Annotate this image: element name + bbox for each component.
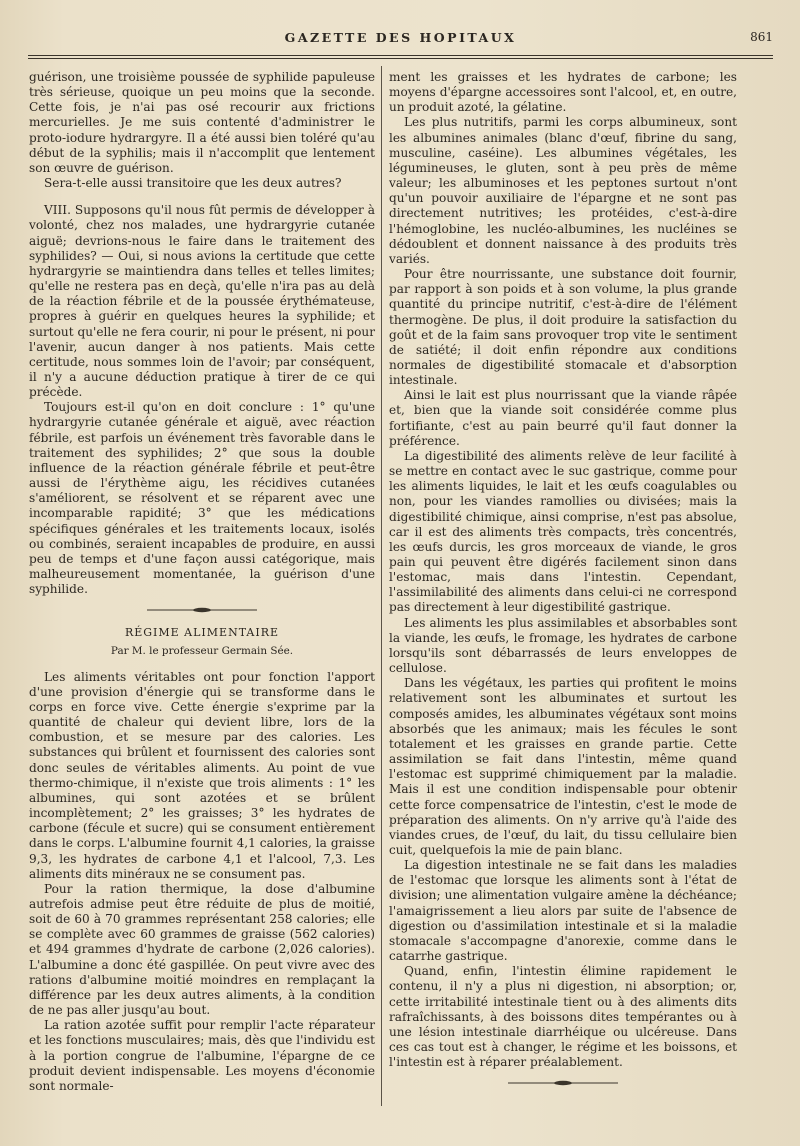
paragraph: Toujours est-il qu'on en doit conclure : 1° qu'une hydrargyrie cutanée générale et aiguë, avec réaction fébrile, est parfois un événement très favorable dans le traitement des syphilides; 2° que sous la double influence de la réaction générale fébrile et peut-être aussi de l'érythème aigu, les récidives cutanées s'améliorent, se résolvent et se réparent avec une incomparable rapidité; 3° que les médications spécifiques générales et les traitements locaux, isolés ou combinés, seraient incapables de produire, en aussi peu de temps et d'une façon aussi catégorique, mais malheureusement momentanée, la guérison d'une syphilide.: [29, 400, 375, 597]
paragraph: Pour la ration thermique, la dose d'albumine autrefois admise peut être réduite de plus de moitié, soit de 60 à 70 grammes représentant 258 calories; elle se complète avec 60 grammes de graisse (562 calories) et 494 grammes d'hydrate de carbone (2,026 calories). L'albumine a donc été gaspillée. On peut vivre avec des rations d'albumine moitié moindres en remplaçant la différence par les deux autres aliments, à la condition de ne pas aller jusqu'au bout.: [29, 881, 375, 1018]
header-rule-thick: [28, 55, 773, 56]
paragraph: Sera-t-elle aussi transitoire que les deux autres?: [44, 176, 342, 191]
left-column: [29, 70, 375, 1094]
paragraph: ment les graisses et les hydrates de carbone; les moyens d'épargne accessoires sont l'alcool, et, en outre, un produit azoté, la gélatine.: [389, 70, 737, 115]
paragraph: Ainsi le lait est plus nourrissant que la viande râpée et, bien que la viande soit considérée comme plus fortifiante, c'est au pain beurré qu'il faut donner la préférence.: [389, 388, 737, 448]
header-rule-thin: [28, 58, 773, 59]
column-divider: [381, 66, 382, 1106]
page-number: 861: [750, 30, 773, 44]
running-header: [28, 30, 773, 52]
paragraph: Dans les végétaux, les parties qui profitent le moins relativement sont les albuminates et surtout les composés amides, les albuminates végétaux sont moins absorbés que les animaux; mais les fécules le sont totalement et les graisses en grande partie. Cette assimilation se fait dans l'intestin, même quand l'estomac est supprimé chimiquement par la maladie. Mais il est une condition indispensable pour obtenir cette force compensatrice de l'intestin, c'est le mode de préparation des aliments. On n'y arrive qu'à l'aide des viandes crues, de l'œuf, du lait, du tissu cellulaire bien cuit, quelquefois la mie de pain blanc.: [389, 676, 737, 857]
paragraph: Pour être nourrissante, une substance doit fournir, par rapport à son poids et à son volume, la plus grande quantité du principe nutritif, c'est-à-dire de l'élément thermogène. De plus, il doit produire la satisfaction du goût et de la faim sans provoquer trop vite le sentiment de satiété; il doit enfin répondre aux conditions normales de digestibilité stomacale et d'absorption intestinale.: [389, 267, 737, 388]
section-title: RÉGIME ALIMENTAIRE: [124, 626, 280, 640]
section-ornament: [147, 607, 257, 613]
byline: Par M. le professeur Germain Sée.: [110, 645, 294, 658]
paragraph: Quand, enfin, l'intestin élimine rapidement le contenu, il n'y a plus ni digestion, ni absorption; or, cette irritabilité intestinale tient ou à des aliments dits rafraîchissants, à des boissons dites tempérantes ou à une lésion intestinale diarrhéique ou ulcéreuse. Dans ces cas tout est à changer, le régime et les boissons, et l'intestin est à réparer préalablement.: [389, 964, 737, 1070]
end-ornament: [508, 1080, 618, 1086]
paragraph: Les aliments les plus assimilables et absorbables sont la viande, les œufs, le fromage, les hydrates de carbone lorsqu'ils sont débarrassés de leurs enveloppes de cellulose.: [389, 615, 737, 676]
journal-title: GAZETTE DES HOPITAUX: [284, 30, 517, 45]
paragraph: guérison, une troisième poussée de syphilide papuleuse très sérieuse, quoique un peu moins que la seconde. Cette fois, je n'ai pas osé recourir aux frictions mercurielles. Je me suis contenté d'administrer le proto-iodure hydrargyre. Il a été aussi bien toléré qu'au début de la syphilis; mais il n'accomplit que lentement son œuvre de guérison.: [29, 70, 375, 175]
right-column: [389, 70, 737, 1098]
paragraph: La ration azotée suffit pour remplir l'acte réparateur et les fonctions musculaires; mais, dès que l'individu est à la portion congrue de l'albumine, l'épargne de ce produit devient indispensable. Les moyens d'économie sont normale-: [29, 1018, 375, 1093]
paragraph: La digestion intestinale ne se fait dans les maladies de l'estomac que lorsque les aliments sont à l'état de division; une alimentation vulgaire amène la déchéance; l'amaigrissement a lieu alors par suite de l'absence de digestion ou d'assimilation intestinale et si la maladie stomacale s'accompagne d'anorexie, comme dans le catarrhe gastrique.: [389, 858, 737, 964]
paragraph: Les aliments véritables ont pour fonction l'apport d'une provision d'énergie qui se transforme dans le corps en force vive. Cette énergie s'exprime par la quantité de chaleur qui devient libre, lors de la combustion, et se mesure par des calories. Les substances qui brûlent et fournissent des calories sont donc seules de véritables aliments. Au point de vue thermo-chimique, il n'existe que trois aliments : 1° les albumines, qui sont azotées et se brûlent incomplètement; 2° les graisses; 3° les hydrates de carbone (fécule et sucre) qui se consument entièrement dans le corps. L'albumine fournit 4,1 calories, la graisse 9,3, les hydrates de carbone 4,1 et l'alcool, 7,3. Les aliments dits minéraux ne se consument pas.: [29, 669, 375, 881]
paragraph: VIII. Supposons qu'il nous fût permis de développer à volonté, chez nos malades, une hydrargyrie cutanée aiguë; devrions-nous le faire dans le traitement des syphilides? — Oui, si nous avions la certitude que cette hydrargyrie se maintiendra dans telles et telles limites; qu'elle ne restera pas en deçà, qu'elle n'ira pas au delà de la réaction fébrile et de la poussée érythémateuse, propres à guérir en quelques heures la syphilide; et surtout qu'elle ne fera courir, ni pour le présent, ni pour l'avenir, aucun danger à nos patients. Mais cette certitude, nous sommes loin de l'avoir; par conséquent, il n'y a aucune déduction pratique à tirer de ce qui précède.: [29, 203, 375, 400]
paragraph: Les plus nutritifs, parmi les corps albumineux, sont les albumines animales (blanc d'œuf, fibrine du sang, musculine, caséine). Les albumines végétales, les légumineuses, le gluten, sont à peu près de même valeur; les albuminoses et les peptones surtout n'ont qu'un pouvoir auxiliaire de l'épargne et ne sont pas directement nutritives; les protéides, c'est-à-dire l'hémoglobine, les nucléo-albumines, les nucléines se dédoublent et donnent naissance à des produits très variés.: [389, 115, 737, 266]
paragraph: La digestibilité des aliments relève de leur facilité à se mettre en contact avec le suc gastrique, comme pour les aliments liquides, le lait et les œufs coagulables ou non, pour les viandes ramollies ou divisées; mais la digestibilité chimique, ainsi comprise, n'est pas absolue, car il est des aliments très compacts, très concentrés, les œufs durcis, les gros morceaux de viande, le gros pain qui peuvent être digérés facilement sinon dans l'estomac, mais dans l'intestin. Cependant, l'assimilabilité des aliments dans celui-ci ne correspond pas directement à leur digestibilité gastrique.: [389, 448, 737, 615]
